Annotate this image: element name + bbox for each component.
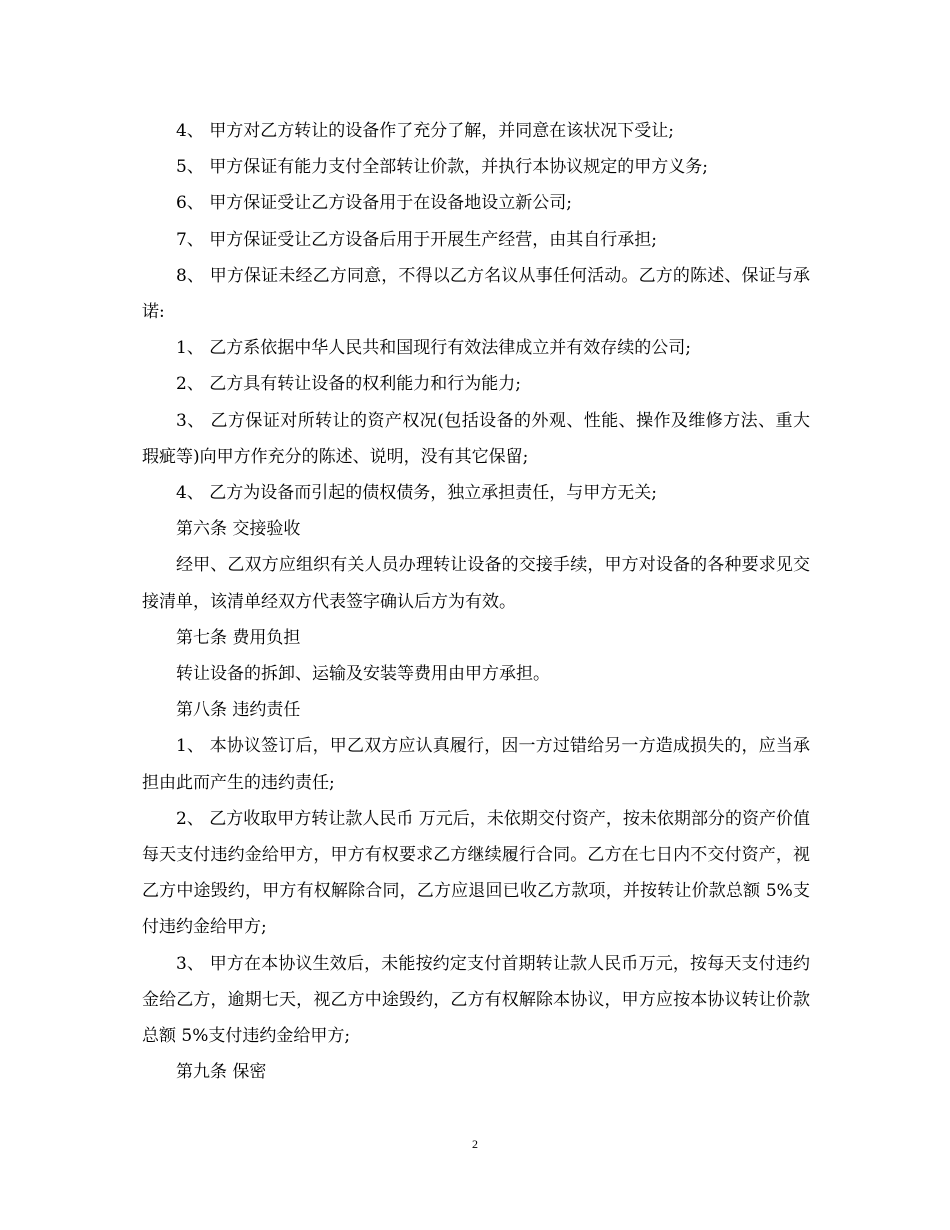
section-heading: 第八条 违约责任: [176, 700, 301, 721]
paragraph: 7、 甲方保证受让乙方设备后用于开展生产经营，由其自行承担;: [176, 229, 657, 250]
paragraph: 3、 乙方保证对所转让的资产权况(包括设备的外观、性能、操作及维修方法、重大瑕疵等)向甲方作充分的陈述、说明，没有其它保留;: [142, 410, 810, 467]
document-body: [142, 113, 810, 1090]
section-heading: 第七条 费用负担: [176, 627, 301, 648]
paragraph: 8、 甲方保证未经乙方同意，不得以乙方名议从事任何活动。乙方的陈述、保证与承诺:: [142, 265, 810, 323]
paragraph: 4、 甲方对乙方转让的设备作了充分了解，并同意在该状况下受让;: [176, 121, 674, 141]
paragraph: 1、 本协议签订后，甲乙双方应认真履行，因一方过错给另一方造成损失的，应当承担由此而产生的违约责任;: [142, 736, 810, 793]
paragraph: 2、 乙方具有转让设备的权利能力和行为能力;: [176, 374, 521, 395]
paragraph: 6、 甲方保证受让乙方设备用于在设备地设立新公司;: [176, 193, 572, 214]
paragraph: 转让设备的拆卸、运输及安装等费用由甲方承担。: [176, 664, 550, 685]
paragraph: 2、 乙方收取甲方转让款人民币 万元后，未依期交付资产，按未依期部分的资产价值每天支付违约金给甲方，甲方有权要求乙方继续履行合同。乙方在七日内不交付资产，视乙方中途毁约，甲方有权解除合同，乙方应退回已收乙方款项，并按转让价款总额 5%支付违约金给甲方;: [142, 808, 810, 938]
paragraph: 4、 乙方为设备而引起的债权债务，独立承担责任，与甲方无关;: [176, 483, 657, 504]
section-heading: 第六条 交接验收: [176, 519, 301, 540]
page-number: 2: [472, 1137, 478, 1151]
paragraph: 经甲、乙双方应组织有关人员办理转让设备的交接手续，甲方对设备的各种要求见交接清单，该清单经双方代表签字确认后方为有效。: [142, 555, 810, 612]
paragraph: 5、 甲方保证有能力支付全部转让价款，并执行本协议规定的甲方义务;: [176, 157, 708, 178]
paragraph: 1、 乙方系依据中华人民共和国现行有效法律成立并有效存续的公司;: [176, 338, 691, 359]
paragraph: 3、 甲方在本协议生效后，未能按约定支付首期转让款人民币万元，按每天支付违约金给乙方，逾期七天，视乙方中途毁约，乙方有权解除本协议，甲方应按本协议转让价款总额 5%支付违约金给甲方;: [142, 953, 810, 1047]
section-heading: 第九条 保密: [176, 1062, 267, 1083]
